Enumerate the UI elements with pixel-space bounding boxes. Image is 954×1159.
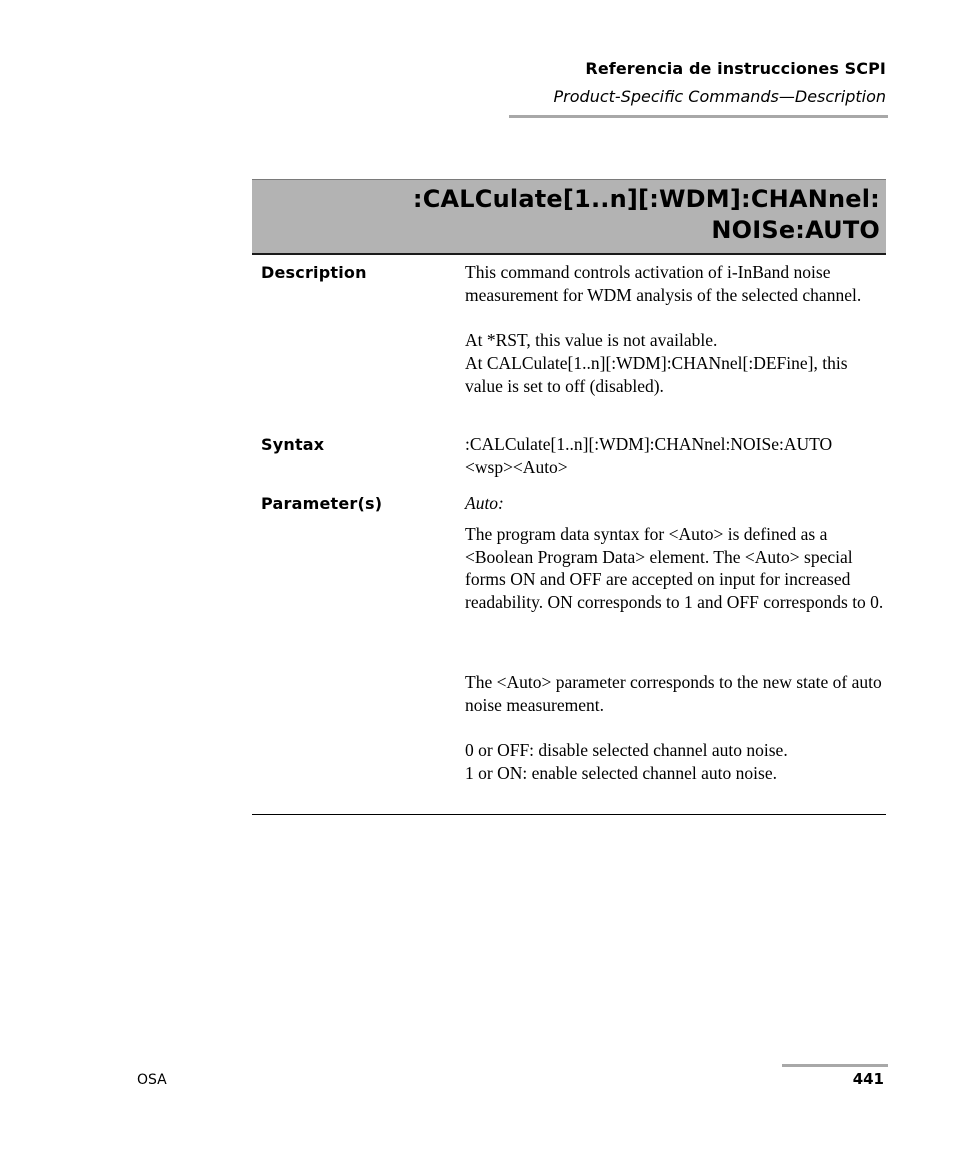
running-header <box>554 58 886 108</box>
table-bottom-rule <box>252 814 886 815</box>
command-title-box <box>252 179 886 255</box>
description-define-note: At CALCulate[1..n][:WDM]:CHANnel[:DEFine], this value is set to off (disabled). <box>465 353 848 396</box>
command-title-line-2: NOISe:AUTO <box>711 216 880 244</box>
parameters-body <box>465 492 885 785</box>
command-title-line-1: :CALCulate[1..n][:WDM]:CHANnel: <box>412 185 880 213</box>
parameter-name: Auto: <box>465 493 504 513</box>
command-title <box>413 184 880 246</box>
parameter-syntax-paragraph: The program data syntax for <Auto> is defined as a <Boolean Program Data> element. The <Auto> special forms ON and OFF are accepted on input for increased readability. ON corresponds to 1 and OFF corresponds to 0. <box>465 523 884 613</box>
description-body <box>465 261 885 398</box>
description-label: Description <box>261 263 367 282</box>
header-rule <box>509 115 888 118</box>
page-number: 441 <box>852 1070 884 1088</box>
running-header-title: Referencia de instrucciones SCPI <box>585 59 886 78</box>
footer-rule <box>782 1064 888 1067</box>
description-paragraph: This command controls activation of i-InBand noise measurement for WDM analysis of the selected channel. <box>465 262 862 305</box>
parameter-state-paragraph: The <Auto> parameter corresponds to the new state of auto noise measurement. <box>465 671 882 715</box>
description-rst-note: At *RST, this value is not available. <box>465 330 718 351</box>
syntax-line-1: :CALCulate[1..n][:WDM]:CHANnel:NOISe:AUTO <box>465 434 833 454</box>
syntax-label: Syntax <box>261 435 325 454</box>
parameters-label: Parameter(s) <box>261 494 383 513</box>
running-header-subtitle: Product-Specific Commands—Description <box>553 87 886 106</box>
parameter-off-value: 0 or OFF: disable selected channel auto noise. <box>465 740 788 761</box>
syntax-line-2: <wsp><Auto> <box>465 456 568 477</box>
footer-product: OSA <box>137 1072 167 1088</box>
parameter-on-value: 1 or ON: enable selected channel auto noise. <box>465 763 777 784</box>
syntax-body <box>465 433 885 479</box>
